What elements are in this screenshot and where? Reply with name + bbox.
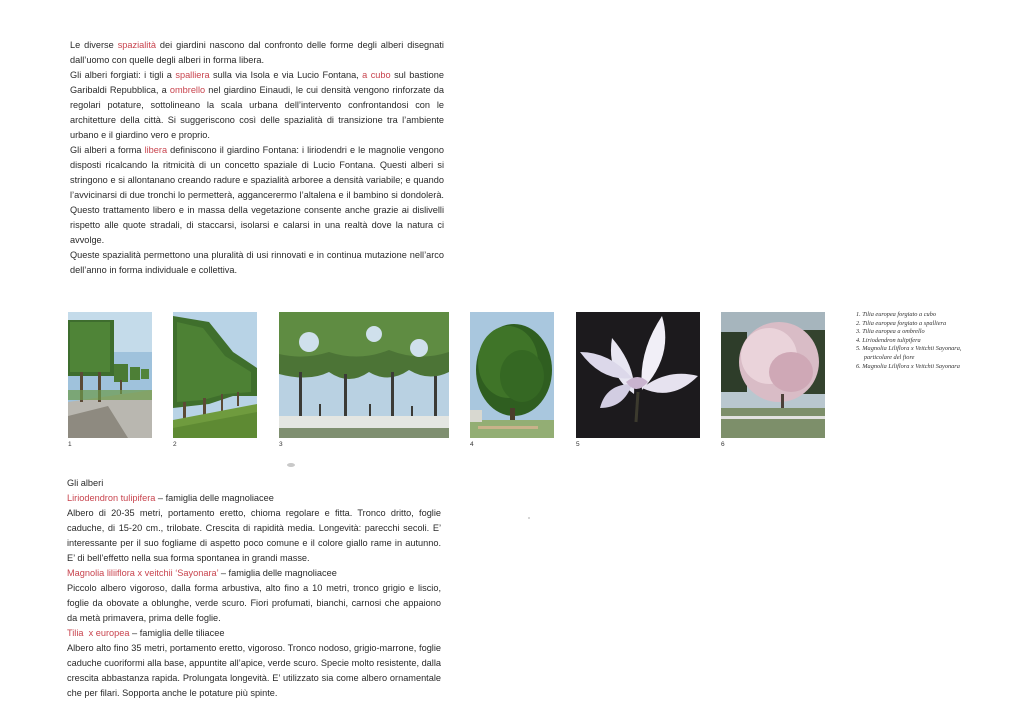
tree-2-title (67, 566, 441, 581)
intro-paragraph-2: Gli alberi forgiati: i tigli a spalliera sulla via Isola e via Lucio Fontana, a cubo sul bastione Garibaldi Repubblica, a ombrello nel giardino Einaudi, le cui densità vengono rinforzate da regolari potature, sottolineano la scala urbana dell’intervento confrontandosi con le architetture della città. Si suggeriscono così delle spazialità di transizione tra l’ambiente urbano e il giardino vero e proprio. (70, 70, 445, 140)
tree-1-family: – famiglia delle magnoliacee (155, 493, 274, 503)
photo-liriodendron (470, 312, 554, 438)
photo-tilia-spalliera (173, 312, 257, 438)
tree-3-description: Albero alto fino 35 metri, portamento eretto, vigoroso. Tronco nodoso, grigio-marrone, foglie caduche cuoriformi alla base, appuntite all’apice, verde scuro. Specie molto resistente, dalla crescita abbastanza rapida. Prolungata longevità. E’ utilizzato sia come albero ornamentale che per filari. Sopporta anche le potature più spinte. (67, 643, 441, 698)
keyword-spazialita: spazialità (117, 40, 156, 50)
photo-number-6: 6 (721, 441, 725, 448)
keyword-cubo: a cubo (362, 70, 391, 80)
tree-2-description: Piccolo albero vigoroso, dalla forma arbustiva, alto fino a 10 metri, tronco grigio e liscio, foglie da obovate a oblunghe, verde scuro. Fiori profumati, bianchi, carnosi che appaiono da metà primavera, prima delle foglie. (67, 583, 441, 623)
photo-number-5: 5 (576, 441, 580, 448)
tree-1-title (67, 491, 441, 506)
caption-5-continued: particolare del fiore (856, 353, 915, 361)
caption-1: 1. Tilia europea forgiato a cubo (856, 311, 936, 318)
caption-4: 4. Liriodendron tulipifera (856, 336, 921, 344)
tree-descriptions (67, 476, 441, 701)
caption-2: 2. Tilia europea forgiato a spalliera (856, 319, 947, 327)
tree-2-family: – famiglia delle magnoliacee (218, 568, 337, 578)
tree-3-title (67, 626, 441, 641)
caption-6: 6. Magnolia Liliflora x Veitchii Sayonara (856, 362, 960, 370)
photo-captions (856, 311, 1024, 371)
intro-paragraph-1: Le diverse spazialità dei giardini nascono dal confronto delle forme degli alberi disegnati dall’uomo con quelle degli alberi in forma libera. (70, 40, 444, 65)
photo-number-1: 1 (68, 441, 72, 448)
photo-magnolia-tree (721, 312, 825, 438)
caption-5: 5. Magnolia Liliflora x Veitchii Sayonara, (856, 345, 962, 353)
tree-1-name: Liriodendron tulipifera (67, 493, 156, 503)
scan-mark (528, 517, 530, 519)
scan-mark (287, 463, 295, 467)
keyword-spalliera: spalliera (175, 70, 210, 80)
intro-paragraph-4: Queste spazialità permettono una pluralità di usi rinnovati e in continua mutazione nell’arco dell’anno in forma individuale e collettiva. (70, 250, 444, 275)
photo-magnolia-flower (576, 312, 700, 438)
photo-tilia-cubo (68, 312, 152, 438)
tree-3-family: – famiglia delle tiliacee (129, 628, 225, 638)
keyword-libera: libera (144, 145, 168, 155)
photo-number-4: 4 (470, 441, 474, 448)
photo-number-3: 3 (279, 441, 283, 448)
intro-text (70, 38, 444, 278)
tree-2-name: Magnolia liliiflora x veitchii ‘Sayonara’ (67, 568, 219, 578)
trees-heading: Gli alberi (67, 478, 104, 488)
photo-tilia-ombrello (279, 312, 449, 438)
intro-paragraph-3: Gli alberi a forma libera definiscono il giardino Fontana: i liriodendri e le magnolie vengono disposti ricalcando la ritmicità di un concetto spaziale di Lucio Fontana. Questi alberi si stringono e si allontanano creando radure e spazialità arboree a densità variabile; e quando l’avvicinarsi di due tronchi lo permetterà, aggancerermo l’altalena e il bambino si dondolerà. Questo trattamento libero e in massa della vegetazione consente anche grazie ai dislivelli rispetto alle quote stradali, di staccarsi, isolarsi e calarsi in una realtà dove la natura ci avvolge. (70, 145, 444, 245)
keyword-ombrello: ombrello (169, 85, 206, 95)
tree-3-name: Tilia x europea (67, 628, 130, 638)
photo-number-2: 2 (173, 441, 177, 448)
tree-1-description: Albero di 20-35 metri, portamento eretto, chioma regolare e fitta. Tronco dritto, foglie caduche, di 15-20 cm., trilobate. Crescita di rapidità media. Longevità: parecchi secoli. E’ interessante per il suo fogliame di aspetto poco comune e il colore giallo rame in autunno. E’ di bell’effetto nella sua forma spontanea in grandi masse. (67, 508, 441, 563)
caption-3: 3. Tilia europea a ombrello (856, 328, 925, 336)
